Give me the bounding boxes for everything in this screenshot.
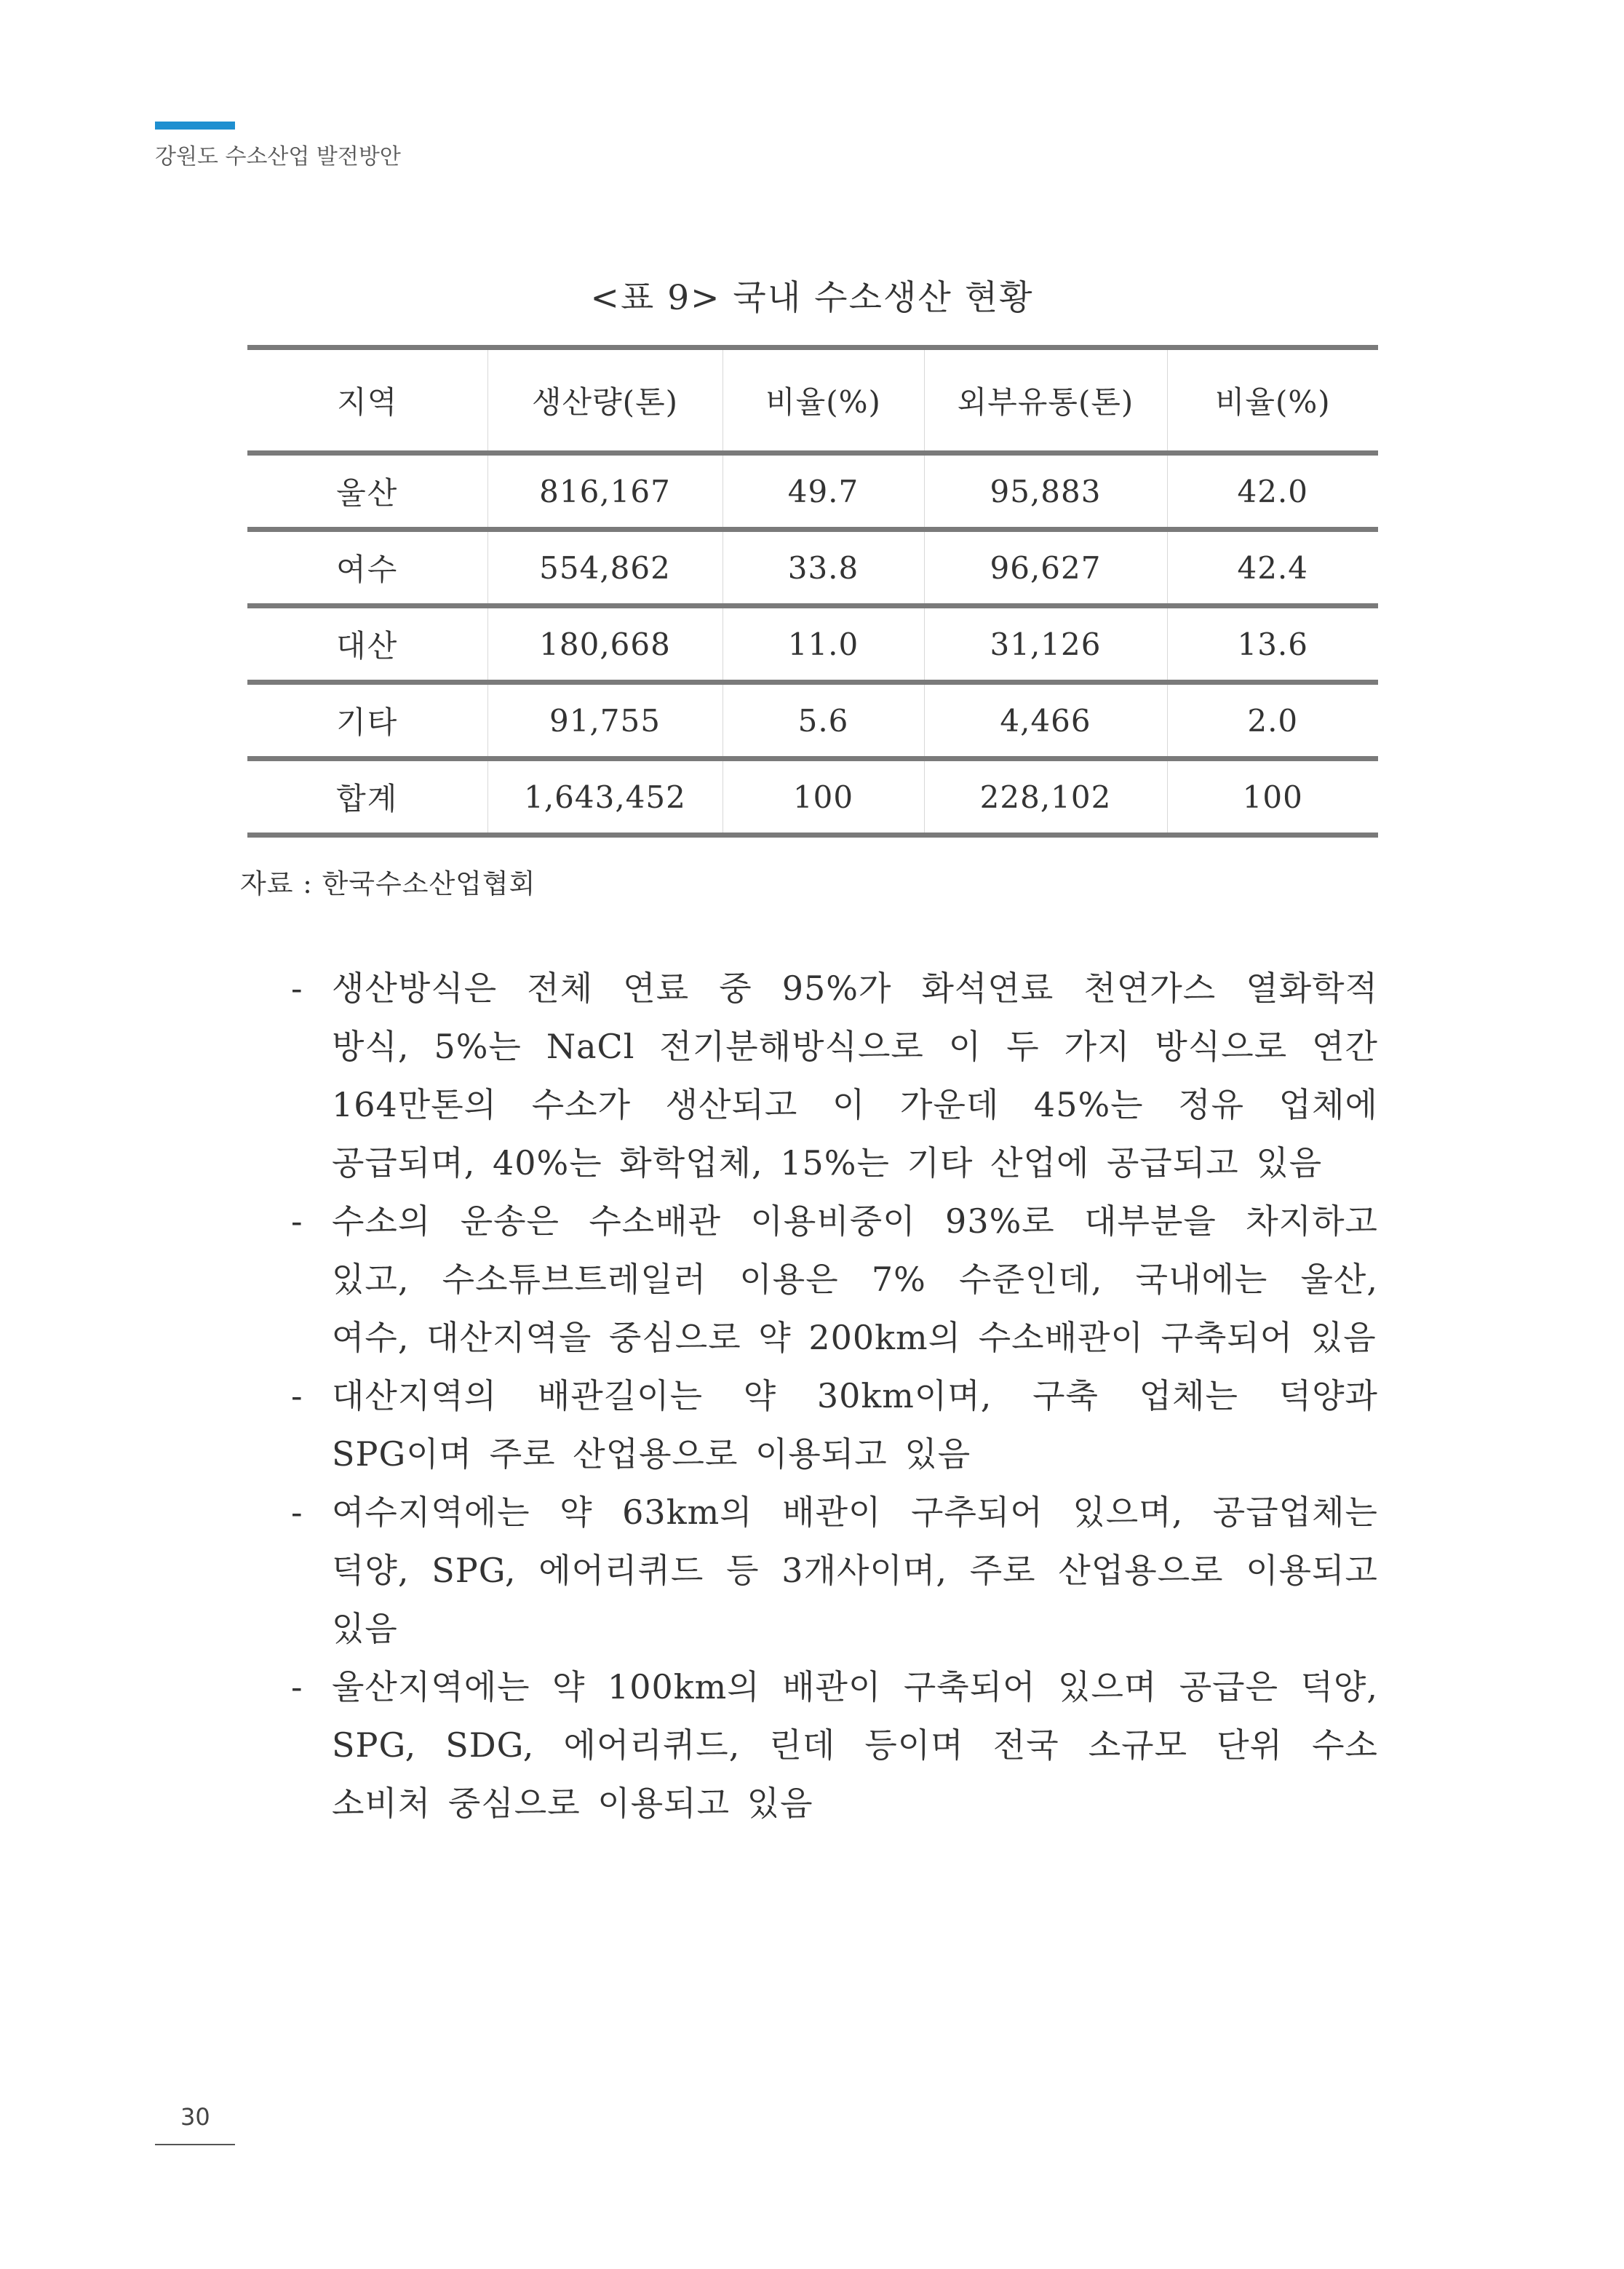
distribution-ratio-cell: 2.0 (1167, 683, 1378, 759)
region-cell: 기타 (247, 683, 487, 759)
body-bullet-list (291, 959, 1378, 1832)
production-ratio-cell: 49.7 (723, 453, 924, 530)
region-cell: 대산 (247, 606, 487, 683)
running-header-title: 강원도 수소산업 발전방안 (155, 144, 401, 170)
table-row (247, 606, 1378, 683)
table-row (247, 453, 1378, 530)
page-number-rule (155, 2144, 235, 2145)
bullet-item (291, 1483, 1378, 1658)
external-distribution-cell: 95,883 (924, 453, 1167, 530)
hydrogen-production-table (247, 345, 1378, 838)
bullet-dash: - (291, 1493, 303, 1532)
bullet-item (291, 1367, 1378, 1483)
production-cell: 91,755 (487, 683, 723, 759)
page-number: 30 (180, 2103, 210, 2131)
header-accent-bar (155, 122, 235, 130)
bullet-text: 여수지역에는 약 63km의 배관이 구추되어 있으며, 공급업체는 덕양, SPG, 에어리퀴드 등 3개사이며, 주로 산업용으로 이용되고 있음 (332, 1493, 1378, 1648)
production-cell: 1,643,452 (487, 759, 723, 835)
table-row (247, 530, 1378, 606)
column-header-production: 생산량(톤) (487, 348, 723, 453)
table-source-note: 자료 : 한국수소산업협회 (240, 868, 536, 899)
external-distribution-cell: 96,627 (924, 530, 1167, 606)
bullet-item (291, 959, 1378, 1192)
bullet-item (291, 1192, 1378, 1367)
column-header-distribution-ratio: 비율(%) (1167, 348, 1378, 453)
bullet-text: 수소의 운송은 수소배관 이용비중이 93%로 대부분을 차지하고 있고, 수소튜브트레일러 이용은 7% 수준인데, 국내에는 울산, 여수, 대산지역을 중심으로 약 200km의 수소배관이 구축되어 있음 (332, 1201, 1378, 1357)
distribution-ratio-cell: 42.4 (1167, 530, 1378, 606)
production-cell: 816,167 (487, 453, 723, 530)
production-ratio-cell: 11.0 (723, 606, 924, 683)
table-row (247, 683, 1378, 759)
bullet-text: 울산지역에는 약 100km의 배관이 구축되어 있으며 공급은 덕양, SPG, SDG, 에어리퀴드, 린데 등이며 전국 소규모 단위 수소 소비처 중심으로 이용되고 있음 (332, 1667, 1378, 1823)
production-ratio-cell: 100 (723, 759, 924, 835)
region-cell: 울산 (247, 453, 487, 530)
bullet-item (291, 1658, 1378, 1832)
distribution-ratio-cell: 13.6 (1167, 606, 1378, 683)
production-cell: 554,862 (487, 530, 723, 606)
column-header-production-ratio: 비율(%) (723, 348, 924, 453)
external-distribution-cell: 4,466 (924, 683, 1167, 759)
bullet-text: 대산지역의 배관길이는 약 30km이며, 구축 업체는 덕양과 SPG이며 주로 산업용으로 이용되고 있음 (332, 1376, 1378, 1474)
bullet-dash: - (291, 969, 303, 1008)
column-header-external-distribution: 외부유통(톤) (924, 348, 1167, 453)
distribution-ratio-cell: 42.0 (1167, 453, 1378, 530)
production-ratio-cell: 5.6 (723, 683, 924, 759)
table-caption: <표 9> 국내 수소생산 현황 (590, 278, 1034, 318)
production-cell: 180,668 (487, 606, 723, 683)
external-distribution-cell: 31,126 (924, 606, 1167, 683)
column-header-region: 지역 (247, 348, 487, 453)
region-cell: 합계 (247, 759, 487, 835)
bullet-dash: - (291, 1667, 303, 1706)
table-total-row (247, 759, 1378, 835)
bullet-text: 생산방식은 전체 연료 중 95%가 화석연료 천연가스 열화학적 방식, 5%는 NaCl 전기분해방식으로 이 두 가지 방식으로 연간 164만톤의 수소가 생산되고 이 가운데 45%는 정유 업체에 공급되며, 40%는 화학업체, 15%는 기타 산업에 공급되고 있음 (332, 969, 1378, 1183)
production-ratio-cell: 33.8 (723, 530, 924, 606)
bullet-dash: - (291, 1201, 303, 1241)
external-distribution-cell: 228,102 (924, 759, 1167, 835)
bullet-dash: - (291, 1376, 303, 1415)
distribution-ratio-cell: 100 (1167, 759, 1378, 835)
table-header-row (247, 348, 1378, 453)
region-cell: 여수 (247, 530, 487, 606)
